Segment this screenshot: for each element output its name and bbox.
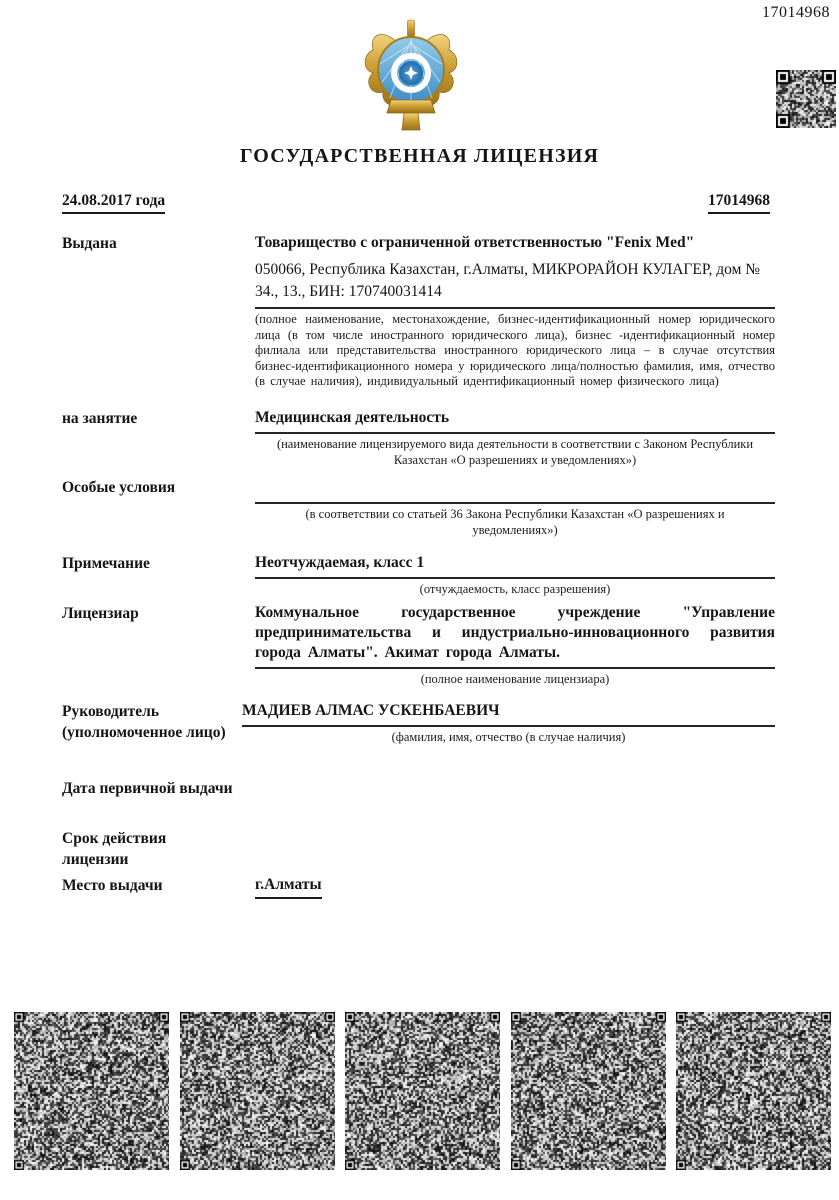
field-special-conditions (62, 477, 775, 538)
barcode-block (345, 1012, 500, 1170)
field-head-label: Руководитель (уполномоченное лицо) (62, 703, 226, 741)
field-licensor (62, 603, 775, 688)
meta-row (62, 192, 770, 214)
barcode-block (511, 1012, 666, 1170)
field-activity (62, 408, 775, 468)
field-issue-place-value: г.Алматы (255, 875, 322, 899)
field-issue-place (62, 875, 775, 899)
field-note-label: Примечание (62, 555, 150, 572)
field-validity (62, 828, 775, 870)
field-note (62, 553, 775, 598)
field-licensor-value: Коммунальное государственное учреждение "Управление предпринимательства и индустриально-инновационного развития города Алматы". Акимат города Алматы. (255, 604, 775, 661)
field-first-issue-date-label: Дата первичной выдачи (62, 780, 233, 797)
field-head (62, 701, 775, 746)
field-issued-to-value: Товарищество с ограниченной ответственностью "Fenix Med" (255, 234, 695, 251)
field-issued-to-label: Выдана (62, 235, 117, 252)
field-note-value: Неотчуждаемая, класс 1 (255, 554, 425, 571)
field-issued-to (62, 233, 775, 390)
issue-date: 24.08.2017 года (62, 192, 165, 214)
field-note-hint: (отчуждаемость, класс разрешения) (419, 582, 611, 596)
field-head-hint: (фамилия, имя, отчество (в случае наличия) (391, 730, 626, 744)
field-special-conditions-label: Особые условия (62, 479, 176, 496)
barcode-block (14, 1012, 169, 1170)
field-first-issue-date (62, 778, 775, 799)
field-activity-value: Медицинская деятельность (255, 409, 450, 426)
field-licensor-hint: (полное наименование лицензиара) (420, 672, 610, 686)
field-activity-hint: (наименование лицензируемого вида деятельности в соответствии с Законом Республики Казахстан «О разрешениях и уведомлениях») (276, 437, 754, 467)
document-title: ГОСУДАРСТВЕННАЯ ЛИЦЕНЗИЯ (239, 145, 600, 167)
field-validity-label: Срок действия лицензии (62, 830, 167, 868)
barcode-block (676, 1012, 831, 1170)
field-head-value: МАДИЕВ АЛМАС УСКЕНБАЕВИЧ (242, 702, 500, 719)
license-number: 17014968 (708, 192, 770, 214)
field-issued-to-address: 050066, Республика Казахстан, г.Алматы, МИКРОРАЙОН КУЛАГЕР, дом № 34., 13., БИН: 170740031414 (255, 261, 761, 300)
barcode-row (14, 1012, 831, 1170)
field-licensor-label: Лицензиар (62, 605, 139, 622)
barcode-block (180, 1012, 335, 1170)
qr-code-icon (776, 70, 836, 128)
empty-value (255, 477, 775, 498)
license-number-top: 17014968 (762, 4, 830, 21)
kazakhstan-coat-of-arms-icon (360, 16, 462, 132)
field-issued-to-hint: (полное наименование, местонахождение, бизнес-идентификационный номер юридического лица (в том числе иностранного юридического лица), бизнес -идентификационный номер филиала или представительства иностранного юридического лица – в случае отсутствия бизнес-идентификационного номера у юридического лица/полностью фамилия, имя, отчество (в случае наличия), индивидуальный идентификационный номер физического лица) (255, 312, 775, 388)
field-activity-label: на занятие (62, 410, 138, 427)
field-special-conditions-hint: (в соответствии со статьей 36 Закона Республики Казахстан «О разрешениях и уведомлениях») (305, 507, 725, 537)
field-issue-place-label: Место выдачи (62, 877, 163, 894)
